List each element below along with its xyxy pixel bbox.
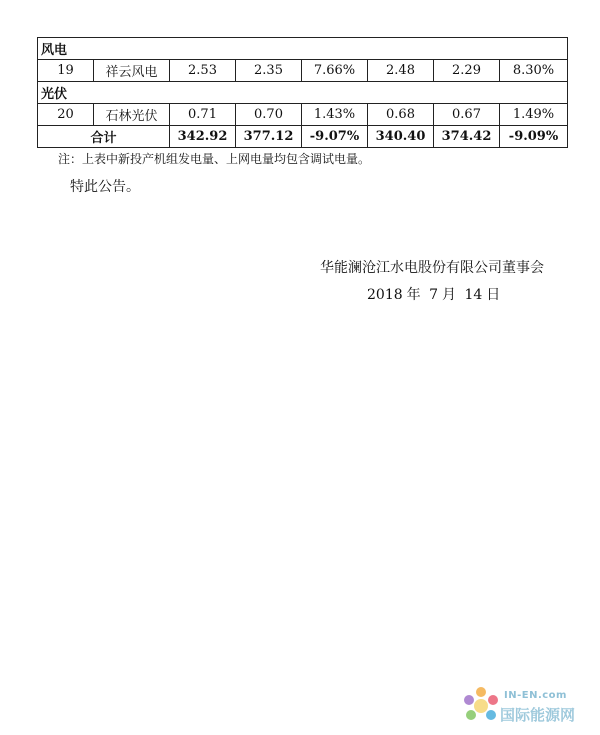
table-cell: 8.30% <box>500 60 568 82</box>
table-cell: -9.09% <box>500 126 568 148</box>
table-cell: 0.67 <box>434 104 500 126</box>
watermark-cn: 国际能源网 <box>500 706 576 724</box>
site-watermark <box>460 682 600 732</box>
table-cell: 0.68 <box>368 104 434 126</box>
date-day-unit: 日 <box>486 287 501 303</box>
closing-notice: 特此公告。 <box>70 179 140 195</box>
table-cell: 2.48 <box>368 60 434 82</box>
table-cell: 342.92 <box>170 126 236 148</box>
table-row <box>38 104 568 126</box>
table-cell: 1.43% <box>302 104 368 126</box>
plant-name: 祥云风电 <box>94 60 170 82</box>
row-index: 20 <box>38 104 94 126</box>
announcement-date <box>367 284 504 304</box>
board-signature: 华能澜沧江水电股份有限公司董事会 <box>320 260 544 276</box>
date-year-unit: 年 <box>406 287 421 303</box>
date-day: 14 <box>464 287 483 303</box>
table-cell: 0.71 <box>170 104 236 126</box>
total-row <box>38 126 568 148</box>
section-label-solar: 光伏 <box>38 82 568 104</box>
logo-center <box>474 699 488 713</box>
total-label: 合计 <box>38 126 170 148</box>
table-cell: 0.70 <box>236 104 302 126</box>
date-month: 7 <box>429 287 439 303</box>
date-year: 2018 <box>367 287 403 303</box>
table-cell: -9.07% <box>302 126 368 148</box>
watermark-en: IN-EN.com <box>504 690 567 701</box>
table-cell: 7.66% <box>302 60 368 82</box>
generation-table <box>37 37 568 148</box>
section-label-wind: 风电 <box>38 38 568 60</box>
section-row-solar <box>38 82 568 104</box>
date-month-unit: 月 <box>442 287 457 303</box>
table-cell: 340.40 <box>368 126 434 148</box>
table-cell: 377.12 <box>236 126 302 148</box>
logo-petal <box>476 687 486 697</box>
plant-name: 石林光伏 <box>94 104 170 126</box>
table-cell: 1.49% <box>500 104 568 126</box>
table-row <box>38 60 568 82</box>
row-index: 19 <box>38 60 94 82</box>
table-footnote: 注：上表中新投产机组发电量、上网电量均包含调试电量。 <box>58 152 371 166</box>
section-row-wind <box>38 38 568 60</box>
table-cell: 374.42 <box>434 126 500 148</box>
logo-petal <box>466 710 476 720</box>
table-cell: 2.35 <box>236 60 302 82</box>
sunburst-logo-icon <box>460 684 502 730</box>
table-cell: 2.53 <box>170 60 236 82</box>
table-cell: 2.29 <box>434 60 500 82</box>
logo-petal <box>486 710 496 720</box>
logo-petal <box>488 695 498 705</box>
logo-petal <box>464 695 474 705</box>
